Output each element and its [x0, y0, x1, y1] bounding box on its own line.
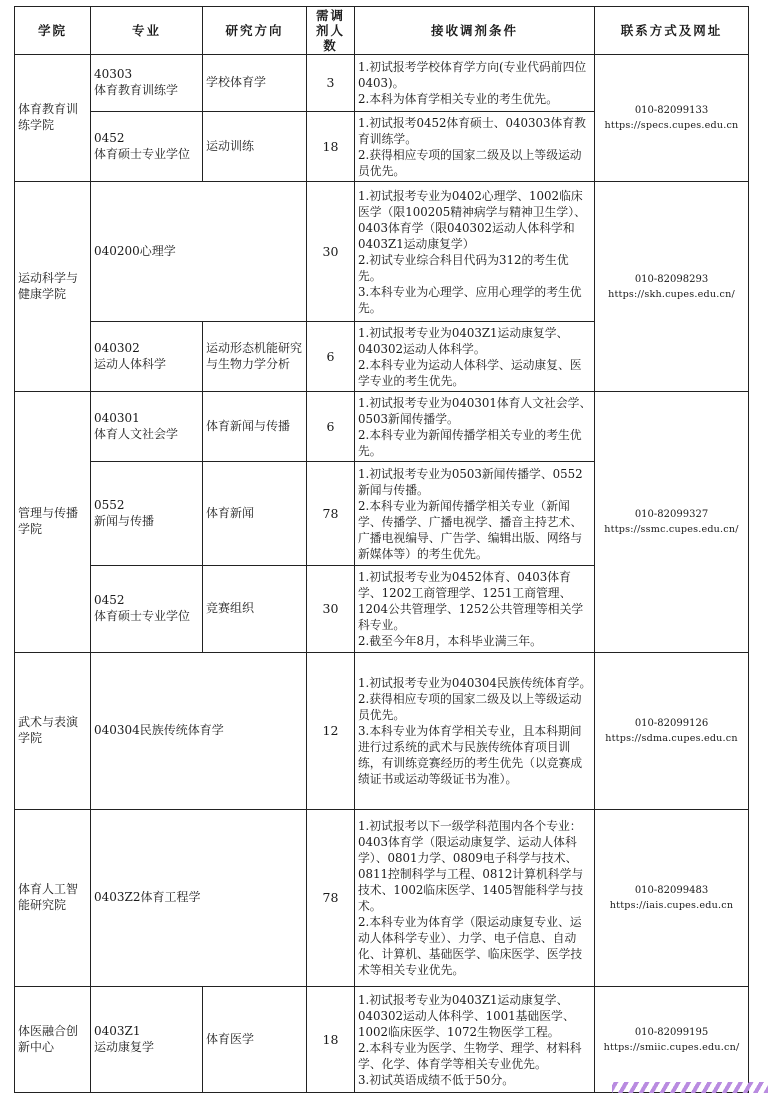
conditions-cell — [355, 322, 595, 392]
condition-line: 3.本科专业为心理学、应用心理学的考生优先。 — [358, 284, 582, 315]
count-cell: 3 — [307, 55, 355, 112]
header-conditions: 接收调剂条件 — [355, 7, 595, 55]
condition-line: 1.初试报考0452体育硕士、040303体育教育训练学。 — [358, 115, 586, 146]
conditions-cell — [355, 112, 595, 182]
direction-cell: 运动形态机能研究与生物力学分析 — [203, 322, 307, 392]
major-cell — [91, 392, 203, 462]
conditions-cell — [355, 392, 595, 462]
contact-url[interactable]: https://specs.cupes.edu.cn — [604, 120, 739, 131]
major-cell — [91, 810, 307, 987]
major-line: 体育人文社会学 — [94, 426, 179, 441]
major-line: 40303 — [94, 67, 133, 82]
header-count: 需调剂人数 — [307, 7, 355, 55]
conditions-cell — [355, 653, 595, 810]
contact-cell — [595, 182, 749, 392]
decorative-stripes — [612, 1082, 768, 1093]
conditions-cell — [355, 182, 595, 322]
contact-cell — [595, 653, 749, 810]
contact-phone: 010-82099133 — [634, 105, 709, 116]
condition-line: 1.初试报考专业为0503新闻传播学、0552新闻与传播。 — [358, 466, 583, 497]
major-line: 0452 — [94, 593, 125, 608]
table-row — [15, 987, 749, 1093]
table-row — [15, 392, 749, 462]
contact-phone: 010-82099483 — [634, 885, 709, 896]
college-cell: 体育人工智能研究院 — [15, 810, 91, 987]
conditions-cell — [355, 566, 595, 653]
contact-url[interactable]: https://smiic.cupes.edu.cn/ — [603, 1041, 740, 1053]
count-cell: 78 — [307, 462, 355, 566]
major-line: 040301 — [94, 410, 140, 425]
condition-line: 1.初试报考学校体育学方向(专业代码前四位0403)。 — [358, 60, 587, 90]
contact-url[interactable]: https://sdma.cupes.edu.cn — [605, 733, 738, 744]
contact-cell — [595, 392, 749, 653]
contact-cell — [595, 810, 749, 987]
major-cell — [91, 653, 307, 810]
condition-line: 2.本科专业为新闻传播学相关专业的考生优先。 — [358, 427, 582, 458]
table-row — [15, 653, 749, 810]
major-line: 新闻与传播 — [94, 513, 155, 528]
table-row — [15, 55, 749, 112]
major-cell — [91, 182, 307, 322]
major-cell — [91, 462, 203, 566]
header-direction: 研究方向 — [203, 7, 307, 55]
major-cell — [91, 987, 203, 1093]
condition-line: 2.本科为体育学相关专业的考生优先。 — [358, 92, 559, 106]
conditions-cell — [355, 810, 595, 987]
contact-url[interactable]: https://ssmc.cupes.edu.cn/ — [604, 524, 739, 535]
direction-cell: 竞赛组织 — [203, 566, 307, 653]
condition-line: 1.初试报考专业为0403Z1运动康复学、040302运动人体科学。 — [358, 325, 569, 356]
count-cell: 6 — [307, 392, 355, 462]
condition-line: 2.获得相应专项的国家二级及以上等级运动员优先。 — [358, 147, 582, 178]
major-cell — [91, 322, 203, 392]
condition-line: 2.截至今年8月，本科毕业满三年。 — [358, 634, 542, 648]
major-line: 运动人体科学 — [94, 356, 167, 371]
condition-line: 2.获得相应专项的国家二级及以上等级运动员优先。 — [358, 692, 582, 722]
condition-line: 2.本科专业为新闻传播学相关专业（新闻学、传播学、广播电视学、播音主持艺术、广播电视编导、广告学、编辑出版、网络与新媒体等）的考生优先。 — [358, 498, 583, 561]
condition-line: 1.初试报考专业为0403Z1运动康复学、040302运动人体科学、1001基础医学、1002临床医学、1072生物医学工程。 — [358, 992, 575, 1039]
count-cell: 30 — [307, 566, 355, 653]
header-contact: 联系方式及网址 — [595, 7, 749, 55]
college-cell: 武术与表演学院 — [15, 653, 91, 810]
major-line: 0403Z1 — [94, 1023, 141, 1038]
condition-line: 3.初试英语成绩不低于50分。 — [358, 1072, 515, 1087]
condition-line: 1.初试报考专业为0402心理学、1002临床医学（限100205精神病学与精神卫生学）、0403体育学（限040302运动人体科学和0403Z1运动康复学） — [358, 188, 586, 251]
major-line: 体育教育训练学 — [94, 83, 179, 97]
direction-cell: 运动训练 — [203, 112, 307, 182]
major-cell — [91, 55, 203, 112]
major-line: 040304民族传统体育学 — [94, 723, 224, 738]
header-row — [15, 7, 749, 55]
contact-url[interactable]: https://iais.cupes.edu.cn — [609, 900, 734, 911]
condition-line: 1.初试报考专业为040301体育人文社会学、0503新闻传播学。 — [358, 395, 592, 426]
college-cell: 体育教育训练学院 — [15, 55, 91, 182]
major-line: 体育硕士专业学位 — [94, 609, 191, 623]
count-cell: 12 — [307, 653, 355, 810]
table-row — [15, 182, 749, 322]
condition-line: 3.本科专业为体育学相关专业，且本科期间进行过系统的武术与民族传统体育项目训练，有训练竞赛经历的考生优先（以竞赛成绩证书或运动等级证书为准）。 — [358, 724, 583, 786]
contact-phone: 010-82098293 — [634, 273, 709, 285]
direction-cell: 体育新闻与传播 — [203, 392, 307, 462]
direction-cell: 体育新闻 — [203, 462, 307, 566]
contact-phone: 010-82099126 — [634, 718, 709, 729]
conditions-cell — [355, 55, 595, 112]
contact-cell — [595, 987, 749, 1093]
major-line: 体育硕士专业学位 — [94, 146, 191, 161]
condition-line: 1.初试报考专业为0452体育、0403体育学、1202工商管理学、1251工商管理、1204公共管理学、1252公共管理等相关学科专业。 — [358, 570, 584, 632]
contact-phone: 010-82099195 — [634, 1026, 709, 1038]
adjustment-table — [14, 6, 749, 1093]
header-college: 学院 — [15, 7, 91, 55]
condition-line: 2.本科专业为体育学（限运动康复专业、运动人体科学专业）、力学、电子信息、自动化、计算机、基础医学、临床医学、医学技术等相关专业优先。 — [358, 915, 583, 977]
condition-line: 2.初试专业综合科目代码为312的考生优先。 — [358, 252, 569, 283]
major-line: 040200心理学 — [94, 243, 176, 258]
table-body — [15, 55, 749, 1093]
direction-cell: 体育医学 — [203, 987, 307, 1093]
conditions-cell — [355, 462, 595, 566]
major-line: 0452 — [94, 130, 125, 145]
count-cell: 30 — [307, 182, 355, 322]
major-cell — [91, 566, 203, 653]
count-cell: 18 — [307, 987, 355, 1093]
count-cell: 18 — [307, 112, 355, 182]
major-line: 040302 — [94, 340, 140, 355]
direction-cell: 学校体育学 — [203, 55, 307, 112]
major-line: 0552 — [94, 497, 125, 512]
condition-line: 1.初试报考专业为040304民族传统体育学。 — [358, 676, 592, 690]
table-row — [15, 810, 749, 987]
major-line: 0403Z2体育工程学 — [94, 890, 201, 905]
contact-phone: 010-82099327 — [634, 509, 709, 520]
contact-cell — [595, 55, 749, 182]
college-cell: 体医融合创新中心 — [15, 987, 91, 1093]
count-cell: 6 — [307, 322, 355, 392]
condition-line: 2.本科专业为医学、生物学、理学、材料科学、化学、体育学等相关专业优先。 — [358, 1040, 582, 1071]
contact-url[interactable]: https://skh.cupes.edu.cn/ — [608, 288, 735, 300]
college-cell: 运动科学与健康学院 — [15, 182, 91, 392]
count-cell: 78 — [307, 810, 355, 987]
major-line: 运动康复学 — [94, 1039, 155, 1054]
major-cell — [91, 112, 203, 182]
header-major: 专业 — [91, 7, 203, 55]
condition-line: 1.初试报考以下一级学科范围内各个专业：0403体育学（限运动康复学、运动人体科学）、0801力学、0809电子科学与技术、0811控制科学与工程、0812计算机科学与技术、1002临床医学、1405智能科学与技术。 — [358, 819, 584, 913]
conditions-cell — [355, 987, 595, 1093]
condition-line: 2.本科专业为运动人体科学、运动康复、医学专业的考生优先。 — [358, 357, 582, 388]
college-cell: 管理与传播学院 — [15, 392, 91, 653]
